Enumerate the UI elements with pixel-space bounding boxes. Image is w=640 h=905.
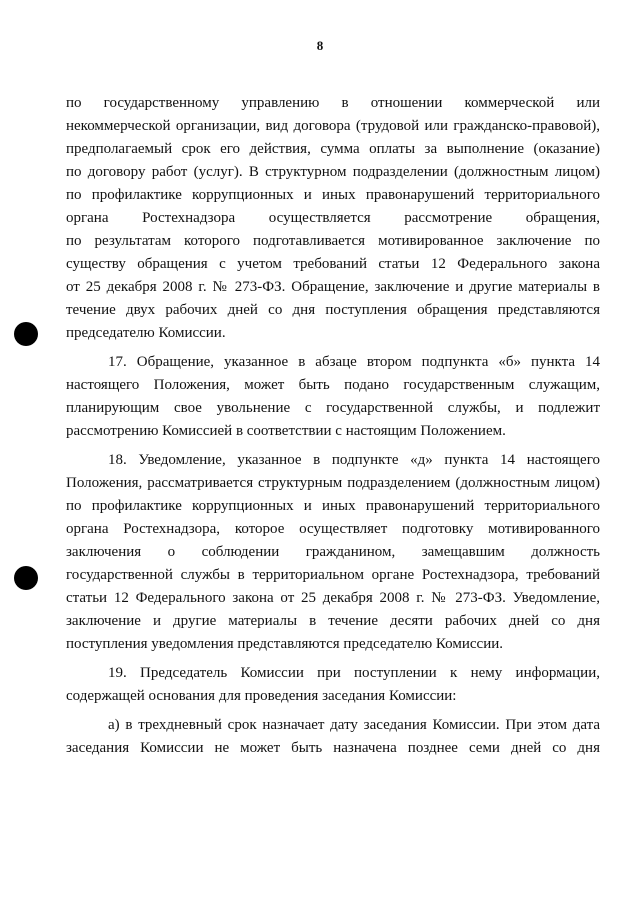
text-line: Положения, рассматривается структурным подразделением (должностным лицом): [66, 475, 600, 491]
text-line: 17. Обращение, указанное в абзаце втором подпункта «б» пункта 14: [108, 354, 600, 370]
punch-hole-bottom: [14, 566, 38, 590]
text-line: рассмотрению Комиссией в соответствии с настоящим Положением.: [66, 423, 506, 439]
text-line: органа Ростехнадзора, которое осуществляет подготовку мотивированного: [66, 521, 600, 537]
text-line: органа Ростехнадзора осуществляется рассмотрение обращения,: [66, 210, 600, 226]
paragraph-item-19a: [66, 714, 600, 760]
text-line: по профилактике коррупционных и иных правонарушений территориального: [66, 498, 600, 514]
text-line: заключение и другие материалы в течение десяти рабочих дней со дня: [66, 613, 600, 629]
text-line: планирующим свое увольнение с государственной службы, и подлежит: [66, 400, 600, 416]
text-line: течение двух рабочих дней со дня поступления обращения представляются: [66, 302, 600, 318]
text-line: заседания Комиссии не может быть назначена позднее семи дней со дня: [66, 740, 600, 756]
text-line: председателю Комиссии.: [66, 325, 226, 341]
text-line: по профилактике коррупционных и иных правонарушений территориального: [66, 187, 600, 203]
text-line: статьи 12 Федерального закона от 25 декабря 2008 г. № 273-ФЗ. Уведомление,: [66, 590, 600, 606]
text-line: заключения о соблюдении гражданином, замещавшим должность: [66, 544, 600, 560]
paragraph-item-19: [66, 662, 600, 708]
text-line: государственной службы в территориальном органе Ростехнадзора, требований: [66, 567, 600, 583]
text-line: некоммерческой организации, вид договора (трудовой или гражданско-правовой),: [66, 118, 600, 134]
text-line: от 25 декабря 2008 г. № 273-ФЗ. Обращение, заключение и другие материалы в: [66, 279, 600, 295]
paragraph-continuation: [66, 92, 600, 345]
text-line: 19. Председатель Комиссии при поступлении к нему информации,: [108, 665, 600, 681]
page-number: 8: [316, 38, 324, 53]
text-line: 18. Уведомление, указанное в подпункте «д» пункта 14 настоящего: [108, 452, 600, 468]
paragraph-item-18: [66, 449, 600, 656]
text-line: а) в трехдневный срок назначает дату заседания Комиссии. При этом дата: [108, 717, 600, 733]
text-line: поступления уведомления представляются председателю Комиссии.: [66, 636, 504, 652]
text-line: содержащей основания для проведения заседания Комиссии:: [66, 688, 457, 704]
text-line: существу обращения с учетом требований статьи 12 Федерального закона: [66, 256, 600, 272]
text-line: по государственному управлению в отношении коммерческой или: [66, 95, 600, 111]
text-line: по результатам которого подготавливается мотивированное заключение по: [66, 233, 600, 249]
text-line: по договору работ (услуг). В структурном подразделении (должностным лицом): [66, 164, 600, 180]
text-line: предполагаемый срок его действия, сумма оплаты за выполнение (оказание): [66, 141, 600, 157]
punch-hole-top: [14, 322, 38, 346]
document-body: [66, 92, 600, 760]
text-line: настоящего Положения, может быть подано государственным служащим,: [66, 377, 600, 393]
paragraph-item-17: [66, 351, 600, 443]
